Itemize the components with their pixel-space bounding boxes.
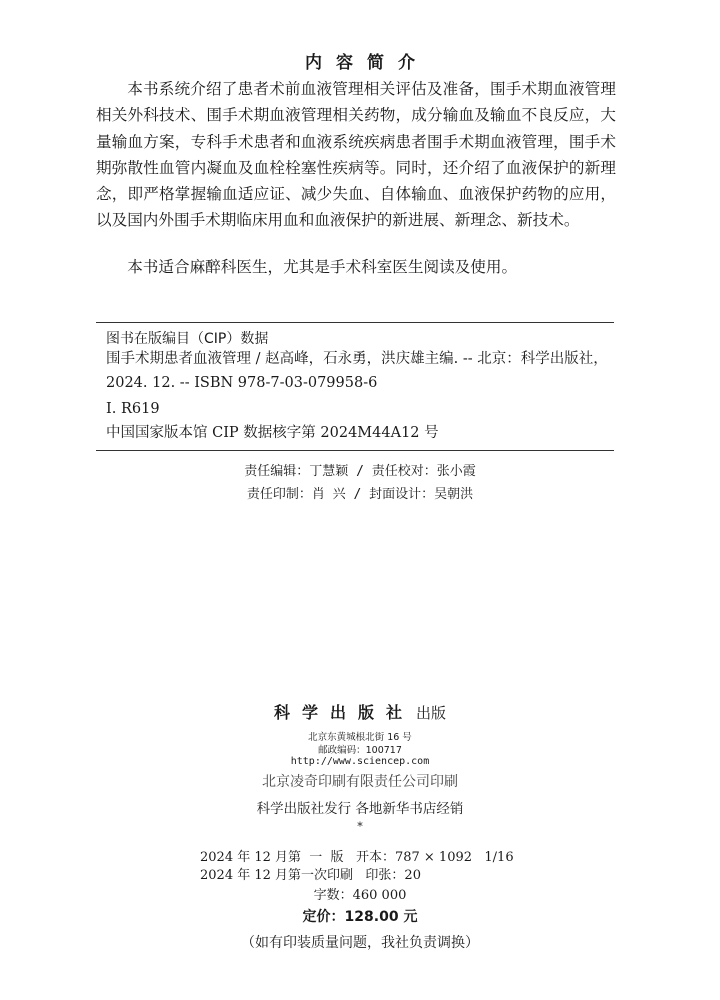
publisher-address: 北京东黄城根北街 16 号 <box>308 732 412 743</box>
separator-star: * <box>357 820 363 833</box>
quality-notice: （如有印装质量问题，我社负责调换） <box>241 935 479 951</box>
printer-line: 北京凌奇印刷有限责任公司印刷 <box>262 774 458 790</box>
cip-heading: 图书在版编目（CIP）数据 <box>106 331 269 347</box>
editors-credit: 责任编辑：丁慧颖 / 责任校对：张小霞 <box>244 464 476 479</box>
edition-line: 2024 年 12 月第 一 版 开本：787 × 1092 1/16 <box>200 850 514 865</box>
cip-top-rule <box>96 322 614 323</box>
publisher-url: http://www.sciencep.com <box>290 756 430 767</box>
distribution-line: 科学出版社发行 各地新华书店经销 <box>256 801 464 817</box>
publisher-suffix: 出版 <box>416 704 447 722</box>
price: 定价：128.00 元 <box>302 909 418 925</box>
word-count: 字数：460 000 <box>313 888 407 903</box>
intro-paragraph: 本书系统介绍了患者术前血液管理相关评估及准备，围手术期血液管理相关外科技术、围手术期血液管理相关药物，成分输血及输血不良反应，大量输血方案，专科手术患者和血液系统疾病患者围手术期血液管理，围手术期弥散性血管内凝血及血栓栓塞性疾病等。同时，还介绍了血液保护的新理念，即严格掌握输血适应证、减少失血、自体输血、血液保护药物的应用，以及国内外围手术期临床用血和血液保护的新进展、新理念、新技术。 <box>96 80 616 230</box>
print-design-credit: 责任印制：肖 兴 / 封面设计：吴朝洪 <box>246 487 474 502</box>
cip-number: 中国国家版本馆 CIP 数据核字第 2024M44A12 号 <box>106 425 439 441</box>
printing-line: 2024 年 12 月第一次印刷 印张：20 <box>200 868 421 883</box>
publisher-name: 科学出版社 <box>273 703 414 722</box>
publisher-line <box>0 700 720 723</box>
cip-record: 围手术期患者血液管理 / 赵高峰，石永勇，洪庆雄主编. -- 北京：科学出版社，2024. 12. -- ISBN 978-7-03-079958-6 <box>106 351 608 391</box>
audience-paragraph: 本书适合麻醉科医生，尤其是手术科室医生阅读及使用。 <box>127 258 518 276</box>
cip-bottom-rule <box>96 450 614 451</box>
publisher-postcode: 邮政编码：100717 <box>318 745 402 756</box>
cip-classification: Ⅰ. R619 <box>106 401 160 417</box>
page-title: 内容简介 <box>305 53 429 73</box>
